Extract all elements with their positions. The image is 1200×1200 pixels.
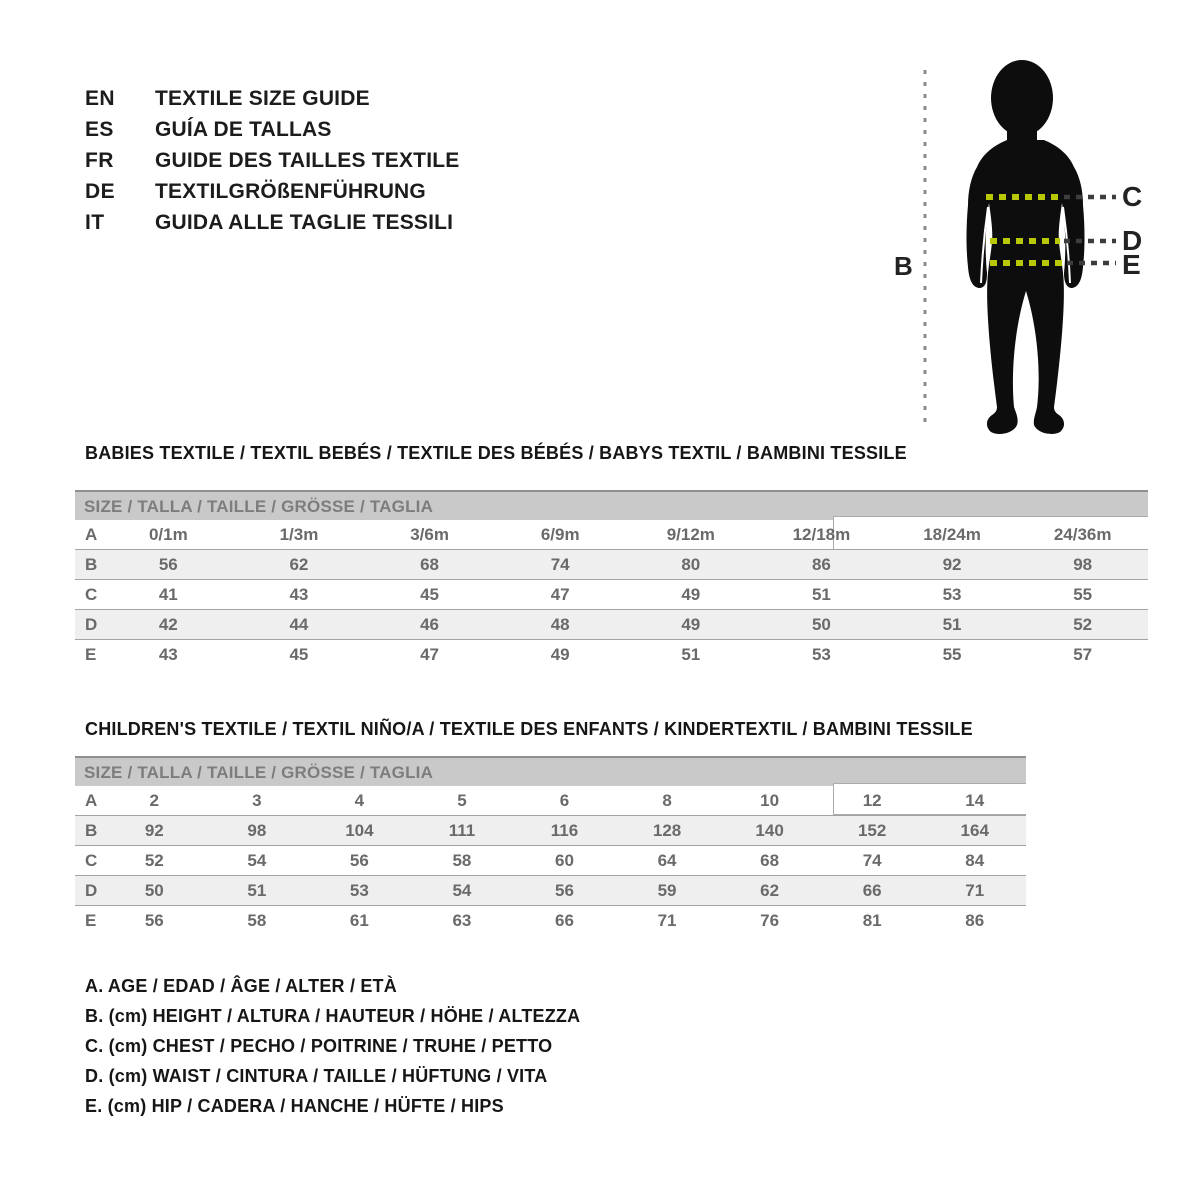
table-cell: 10 bbox=[760, 790, 780, 810]
row-label: A bbox=[85, 790, 98, 810]
table-cell: 92 bbox=[942, 554, 962, 574]
language-title: GUIDA ALLE TAGLIE TESSILI bbox=[155, 210, 454, 234]
table-cell: 9/12m bbox=[666, 524, 715, 544]
table-cell: 47 bbox=[420, 644, 440, 664]
table-cell: 74 bbox=[550, 554, 570, 574]
table-cell: 3/6m bbox=[410, 524, 449, 544]
table-cell: 63 bbox=[452, 910, 472, 930]
table-cell: 104 bbox=[345, 820, 374, 840]
table-cell: 66 bbox=[555, 910, 574, 930]
table-cell: 86 bbox=[965, 910, 985, 930]
table-cell: 54 bbox=[247, 850, 267, 870]
table-cell: 92 bbox=[144, 820, 164, 840]
table-cell: 56 bbox=[349, 850, 369, 870]
table-cell: 76 bbox=[760, 910, 780, 930]
table-row-c bbox=[75, 845, 1026, 875]
language-code: EN bbox=[85, 86, 115, 110]
table-row-a bbox=[75, 786, 1026, 815]
table-cell: 46 bbox=[420, 614, 440, 634]
table-cell: 98 bbox=[247, 820, 267, 840]
row-label: A bbox=[85, 524, 98, 544]
language-code: FR bbox=[85, 148, 114, 172]
table-cell: 49 bbox=[681, 584, 701, 604]
table-cell: 58 bbox=[247, 910, 267, 930]
table-row-a bbox=[75, 520, 1148, 549]
table-cell: 51 bbox=[247, 880, 267, 900]
table-cell: 59 bbox=[657, 880, 677, 900]
table-cell: 14 bbox=[965, 790, 985, 810]
table-cell: 51 bbox=[681, 644, 701, 664]
children-size-table bbox=[75, 756, 1026, 935]
hip-label: E bbox=[1122, 249, 1141, 280]
table-cell: 50 bbox=[144, 880, 164, 900]
babies-table-title: BABIES TEXTILE / TEXTIL BEBÉS / TEXTILE DES BÉBÉS / BABYS TEXTIL / BAMBINI TESSILE bbox=[85, 443, 907, 463]
row-label: C bbox=[85, 850, 98, 870]
row-label: E bbox=[85, 644, 97, 664]
table-row-b bbox=[75, 815, 1026, 845]
table-cell: 42 bbox=[158, 614, 178, 634]
table-cell: 56 bbox=[158, 554, 178, 574]
table-cell: 55 bbox=[1073, 584, 1093, 604]
table-row-c bbox=[75, 579, 1148, 609]
chest-label: C bbox=[1122, 181, 1143, 212]
table-cell: 18/24m bbox=[923, 524, 981, 544]
table-cell: 71 bbox=[657, 910, 677, 930]
table-cell: 52 bbox=[144, 850, 164, 870]
language-title-list bbox=[85, 83, 459, 238]
table-cell: 51 bbox=[811, 584, 831, 604]
table-cell: 47 bbox=[550, 584, 570, 604]
table-cell: 44 bbox=[289, 614, 309, 634]
table-cell: 2 bbox=[149, 790, 159, 810]
table-cell: 111 bbox=[448, 820, 476, 840]
table-cell: 3 bbox=[252, 790, 262, 810]
table-row-e bbox=[75, 639, 1148, 669]
table-row-d bbox=[75, 875, 1026, 905]
language-title: TEXTILGRÖßENFÜHRUNG bbox=[155, 179, 426, 203]
row-label: E bbox=[85, 910, 97, 930]
table-cell: 98 bbox=[1073, 554, 1093, 574]
legend-item: A. AGE / EDAD / ÂGE / ALTER / ETÀ bbox=[85, 975, 397, 996]
table-cell: 12 bbox=[862, 790, 882, 810]
table-cell: 62 bbox=[760, 880, 780, 900]
table-cell: 1/3m bbox=[279, 524, 319, 544]
table-cell: 61 bbox=[349, 910, 369, 930]
table-cell: 0/1m bbox=[148, 524, 188, 544]
child-silhouette-svg bbox=[880, 45, 1150, 445]
children-size-header: SIZE / TALLA / TAILLE / GRÖSSE / TAGLIA bbox=[75, 756, 1026, 786]
table-cell: 53 bbox=[811, 644, 831, 664]
row-label: B bbox=[85, 554, 98, 574]
table-cell: 43 bbox=[158, 644, 178, 664]
language-code: IT bbox=[85, 210, 105, 234]
babies-table-rows bbox=[75, 520, 1148, 669]
table-cell: 84 bbox=[965, 850, 985, 870]
table-cell: 24/36m bbox=[1053, 524, 1112, 544]
language-row-en bbox=[85, 83, 459, 114]
table-cell: 45 bbox=[420, 584, 440, 604]
children-table-rows bbox=[75, 786, 1026, 935]
language-row-it bbox=[85, 207, 459, 238]
table-cell: 164 bbox=[960, 820, 989, 840]
legend-item: B. (cm) HEIGHT / ALTURA / HAUTEUR / HÖHE / ALTEZZA bbox=[85, 1005, 581, 1026]
row-label: C bbox=[85, 584, 98, 604]
table-cell: 53 bbox=[349, 880, 369, 900]
language-code: DE bbox=[85, 179, 115, 203]
language-code: ES bbox=[85, 117, 114, 141]
table-cell: 55 bbox=[942, 644, 962, 664]
language-title: GUIDE DES TAILLES TEXTILE bbox=[155, 148, 460, 172]
table-cell: 54 bbox=[452, 880, 472, 900]
babies-size-table bbox=[75, 490, 1148, 669]
table-cell: 62 bbox=[289, 554, 309, 574]
table-cell: 74 bbox=[862, 850, 882, 870]
table-row-d bbox=[75, 609, 1148, 639]
table-cell: 57 bbox=[1073, 644, 1093, 664]
table-cell: 71 bbox=[965, 880, 985, 900]
language-row-fr bbox=[85, 145, 459, 176]
row-label: B bbox=[85, 820, 98, 840]
table-cell: 68 bbox=[760, 850, 780, 870]
row-label: D bbox=[85, 880, 98, 900]
table-cell: 56 bbox=[555, 880, 574, 900]
table-cell: 4 bbox=[354, 790, 365, 810]
table-cell: 64 bbox=[657, 850, 677, 870]
table-cell: 60 bbox=[555, 850, 574, 870]
table-cell: 140 bbox=[755, 820, 784, 840]
child-measurement-figure bbox=[880, 45, 1150, 445]
height-label: B bbox=[894, 251, 913, 281]
table-cell: 80 bbox=[681, 554, 701, 574]
table-row-b bbox=[75, 549, 1148, 579]
children-table-title: CHILDREN'S TEXTILE / TEXTIL NIÑO/A / TEXTILE DES ENFANTS / KINDERTEXTIL / BAMBINI TESSILE bbox=[85, 719, 973, 739]
language-row-es bbox=[85, 114, 459, 145]
table-cell: 5 bbox=[457, 790, 467, 810]
table-cell: 41 bbox=[158, 584, 178, 604]
table-cell: 56 bbox=[144, 910, 164, 930]
legend-item: C. (cm) CHEST / PECHO / POITRINE / TRUHE / PETTO bbox=[85, 1035, 553, 1056]
table-cell: 48 bbox=[550, 614, 570, 634]
table-cell: 6/9m bbox=[540, 524, 580, 544]
babies-size-header: SIZE / TALLA / TAILLE / GRÖSSE / TAGLIA bbox=[75, 490, 1148, 520]
table-cell: 49 bbox=[681, 614, 701, 634]
table-cell: 68 bbox=[420, 554, 440, 574]
table-cell: 45 bbox=[289, 644, 309, 664]
table-cell: 12/18m bbox=[792, 524, 851, 544]
table-cell: 43 bbox=[289, 584, 309, 604]
table-cell: 53 bbox=[942, 584, 962, 604]
legend-item: D. (cm) WAIST / CINTURA / TAILLE / HÜFTUNG / VITA bbox=[85, 1065, 548, 1086]
row-label: D bbox=[85, 614, 98, 634]
table-cell: 52 bbox=[1073, 614, 1093, 634]
language-row-de bbox=[85, 176, 459, 207]
language-title: TEXTILE SIZE GUIDE bbox=[155, 86, 370, 110]
table-cell: 81 bbox=[862, 910, 882, 930]
table-cell: 49 bbox=[550, 644, 570, 664]
table-cell: 58 bbox=[452, 850, 472, 870]
legend-item: E. (cm) HIP / CADERA / HANCHE / HÜFTE / HIPS bbox=[85, 1095, 504, 1116]
table-cell: 51 bbox=[942, 614, 962, 634]
measurement-legend bbox=[85, 971, 580, 1121]
table-cell: 8 bbox=[662, 790, 672, 810]
table-cell: 152 bbox=[857, 820, 887, 840]
table-cell: 6 bbox=[559, 790, 570, 810]
table-cell: 66 bbox=[862, 880, 882, 900]
table-cell: 50 bbox=[811, 614, 831, 634]
language-title: GUÍA DE TALLAS bbox=[155, 117, 332, 141]
table-cell: 116 bbox=[550, 820, 579, 840]
table-row-e bbox=[75, 905, 1026, 935]
waist-label: D bbox=[1122, 225, 1143, 256]
table-cell: 86 bbox=[811, 554, 831, 574]
table-cell: 128 bbox=[652, 820, 682, 840]
